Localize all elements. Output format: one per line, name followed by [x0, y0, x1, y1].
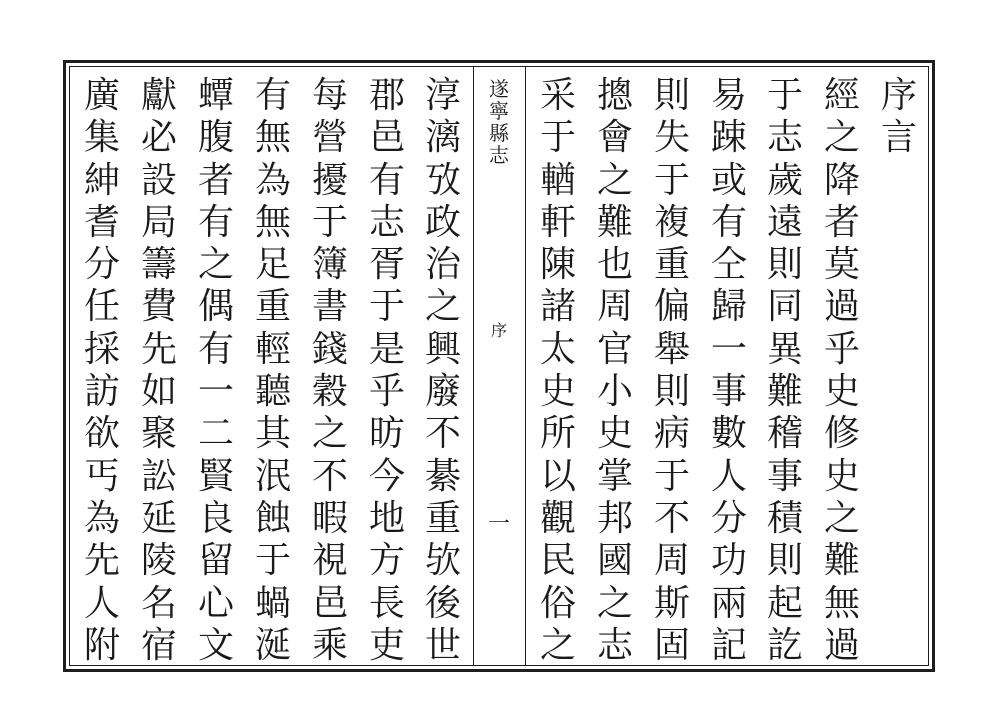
character: 吏	[368, 624, 405, 666]
character: 也	[596, 244, 633, 286]
character: 有	[197, 201, 234, 243]
text-column	[592, 75, 638, 670]
character: 寧	[489, 99, 509, 123]
character: 者	[197, 159, 234, 201]
character: 則	[766, 540, 803, 582]
character: 有	[254, 75, 291, 116]
character: 欤	[424, 540, 461, 582]
character: 過	[823, 286, 860, 328]
center-rule-left	[473, 67, 474, 665]
character: 數	[710, 413, 747, 455]
character: 斯	[653, 582, 690, 624]
character: 掌	[596, 455, 633, 497]
character: 輶	[539, 159, 576, 201]
character: 不	[653, 497, 690, 539]
character: 書	[311, 286, 348, 328]
character: 良	[197, 497, 234, 539]
character: 序	[880, 75, 917, 116]
character: 如	[140, 371, 177, 413]
character: 俗	[539, 582, 576, 624]
character: 設	[140, 159, 177, 201]
character: 易	[710, 75, 747, 116]
character: 人	[83, 582, 120, 624]
character: 留	[197, 540, 234, 582]
character: 地	[368, 497, 405, 539]
character: 者	[823, 201, 860, 243]
text-column	[250, 75, 296, 670]
character: 營	[311, 117, 348, 159]
character: 于	[539, 117, 576, 159]
character: 簿	[311, 244, 348, 286]
character: 志	[596, 624, 633, 666]
character: 名	[140, 582, 177, 624]
character: 同	[766, 286, 803, 328]
character: 邦	[596, 497, 633, 539]
character: 先	[140, 328, 177, 370]
character: 周	[653, 540, 690, 582]
character: 有	[368, 159, 405, 201]
character: 蟫	[197, 75, 234, 116]
character: 耆	[83, 201, 120, 243]
character: 重	[254, 286, 291, 328]
character: 乎	[368, 371, 405, 413]
book-title-column	[479, 78, 519, 166]
character: 歲	[766, 159, 803, 201]
character: 之	[823, 117, 860, 159]
character: 局	[140, 201, 177, 243]
text-column	[136, 75, 182, 670]
character: 之	[823, 497, 860, 539]
character: 必	[140, 117, 177, 159]
character: 昉	[368, 413, 405, 455]
character: 經	[823, 75, 860, 116]
character: 歸	[710, 286, 747, 328]
character: 事	[766, 455, 803, 497]
character: 其	[254, 413, 291, 455]
character: 之	[596, 582, 633, 624]
character: 失	[653, 117, 690, 159]
character: 無	[254, 117, 291, 159]
character: 于	[653, 455, 690, 497]
character: 不	[424, 413, 461, 455]
character: 莫	[823, 244, 860, 286]
character: 會	[596, 117, 633, 159]
character: 小	[596, 371, 633, 413]
character: 乎	[823, 328, 860, 370]
character: 過	[823, 624, 860, 666]
character: 所	[539, 413, 576, 455]
text-column	[819, 75, 865, 670]
character: 周	[596, 286, 633, 328]
character: 之	[424, 286, 461, 328]
character: 丐	[83, 455, 120, 497]
character: 方	[368, 540, 405, 582]
character: 訪	[83, 371, 120, 413]
text-column	[649, 75, 695, 670]
character: 則	[766, 244, 803, 286]
character: 涎	[254, 624, 291, 666]
character: 任	[83, 286, 120, 328]
character: 起	[766, 582, 803, 624]
character: 病	[653, 413, 690, 455]
character: 為	[83, 497, 120, 539]
character: 異	[766, 328, 803, 370]
character: 興	[424, 328, 461, 370]
character: 觀	[539, 497, 576, 539]
character: 郡	[368, 75, 405, 116]
character: 一	[710, 328, 747, 370]
character: 事	[710, 371, 747, 413]
text-column	[762, 75, 808, 670]
character: 難	[823, 540, 860, 582]
character: 二	[197, 413, 234, 455]
character: 縣	[489, 121, 509, 145]
character: 政	[424, 201, 461, 243]
character: 廣	[83, 75, 120, 116]
character: 擾	[311, 159, 348, 201]
character: 分	[83, 244, 120, 286]
character: 紳	[83, 159, 120, 201]
character: 難	[596, 201, 633, 243]
character: 志	[368, 201, 405, 243]
character: 漓	[424, 117, 461, 159]
character: 或	[710, 159, 747, 201]
character: 修	[823, 413, 860, 455]
character: 攷	[424, 159, 461, 201]
character: 仝	[710, 244, 747, 286]
character: 先	[83, 540, 120, 582]
character: 附	[83, 624, 120, 666]
character: 採	[83, 328, 120, 370]
character: 之	[197, 244, 234, 286]
character: 複	[653, 201, 690, 243]
character: 稽	[766, 413, 803, 455]
character: 費	[140, 286, 177, 328]
character: 軒	[539, 201, 576, 243]
character: 記	[710, 624, 747, 666]
character: 史	[596, 413, 633, 455]
character: 治	[424, 244, 461, 286]
character: 邑	[311, 582, 348, 624]
page-number: 一	[487, 512, 510, 537]
character: 于	[368, 286, 405, 328]
character: 志	[766, 117, 803, 159]
character: 以	[539, 455, 576, 497]
book-title	[479, 78, 519, 166]
text-column	[535, 75, 581, 670]
character: 邑	[368, 117, 405, 159]
character: 陵	[140, 540, 177, 582]
character: 重	[653, 244, 690, 286]
character: 國	[596, 540, 633, 582]
character: 固	[653, 624, 690, 666]
character: 後	[424, 582, 461, 624]
character: 視	[311, 540, 348, 582]
character: 胥	[368, 244, 405, 286]
character: 史	[539, 371, 576, 413]
character: 之	[596, 159, 633, 201]
character: 之	[539, 624, 576, 666]
character: 延	[140, 497, 177, 539]
character: 穀	[311, 371, 348, 413]
character: 于	[311, 201, 348, 243]
character: 無	[254, 201, 291, 243]
character: 史	[823, 371, 860, 413]
center-rule-right	[525, 67, 526, 665]
character: 之	[311, 413, 348, 455]
character: 廢	[424, 371, 461, 413]
character: 無	[823, 582, 860, 624]
character: 采	[539, 75, 576, 116]
character: 摠	[596, 75, 633, 116]
character: 足	[254, 244, 291, 286]
character: 訟	[140, 455, 177, 497]
text-column	[193, 75, 239, 670]
character: 降	[823, 159, 860, 201]
character: 聚	[140, 413, 177, 455]
character: 功	[710, 540, 747, 582]
character: 每	[311, 75, 348, 116]
text-column	[706, 75, 752, 670]
character: 偶	[197, 286, 234, 328]
character: 則	[653, 75, 690, 116]
character: 史	[823, 455, 860, 497]
character: 淳	[424, 75, 461, 116]
character: 集	[83, 117, 120, 159]
character: 不	[311, 455, 348, 497]
character: 長	[368, 582, 405, 624]
text-column	[307, 75, 353, 670]
character: 遠	[766, 201, 803, 243]
character: 蝸	[254, 582, 291, 624]
character: 兩	[710, 582, 747, 624]
character: 一	[197, 371, 234, 413]
character: 分	[710, 497, 747, 539]
character: 綦	[424, 455, 461, 497]
character: 欲	[83, 413, 120, 455]
heading-column	[876, 75, 922, 163]
text-column	[79, 75, 125, 670]
character: 于	[254, 540, 291, 582]
character: 言	[880, 117, 917, 159]
character: 則	[653, 371, 690, 413]
character: 為	[254, 159, 291, 201]
character: 遂	[489, 77, 509, 101]
character: 訖	[766, 624, 803, 666]
character: 乘	[311, 624, 348, 666]
character: 腹	[197, 117, 234, 159]
character: 舉	[653, 328, 690, 370]
character: 難	[766, 371, 803, 413]
character: 積	[766, 497, 803, 539]
section-label: 序	[490, 321, 507, 340]
character: 獻	[140, 75, 177, 116]
character: 世	[424, 624, 461, 666]
character: 泯	[254, 455, 291, 497]
text-column	[364, 75, 410, 670]
character: 聽	[254, 371, 291, 413]
character: 于	[653, 159, 690, 201]
character: 籌	[140, 244, 177, 286]
character: 有	[710, 201, 747, 243]
character: 偏	[653, 286, 690, 328]
character: 輕	[254, 328, 291, 370]
character: 人	[710, 455, 747, 497]
character: 今	[368, 455, 405, 497]
text-column	[420, 75, 466, 670]
heading	[876, 75, 922, 163]
character: 有	[197, 328, 234, 370]
character: 志	[489, 143, 509, 167]
character: 暇	[311, 497, 348, 539]
character: 是	[368, 328, 405, 370]
character: 民	[539, 540, 576, 582]
character: 賢	[197, 455, 234, 497]
character: 踈	[710, 117, 747, 159]
character: 于	[766, 75, 803, 116]
character: 重	[424, 497, 461, 539]
character: 文	[197, 624, 234, 666]
character: 陳	[539, 244, 576, 286]
character: 蝕	[254, 497, 291, 539]
character: 官	[596, 328, 633, 370]
character: 宿	[140, 624, 177, 666]
character: 諸	[539, 286, 576, 328]
character: 心	[197, 582, 234, 624]
character: 太	[539, 328, 576, 370]
character: 錢	[311, 328, 348, 370]
